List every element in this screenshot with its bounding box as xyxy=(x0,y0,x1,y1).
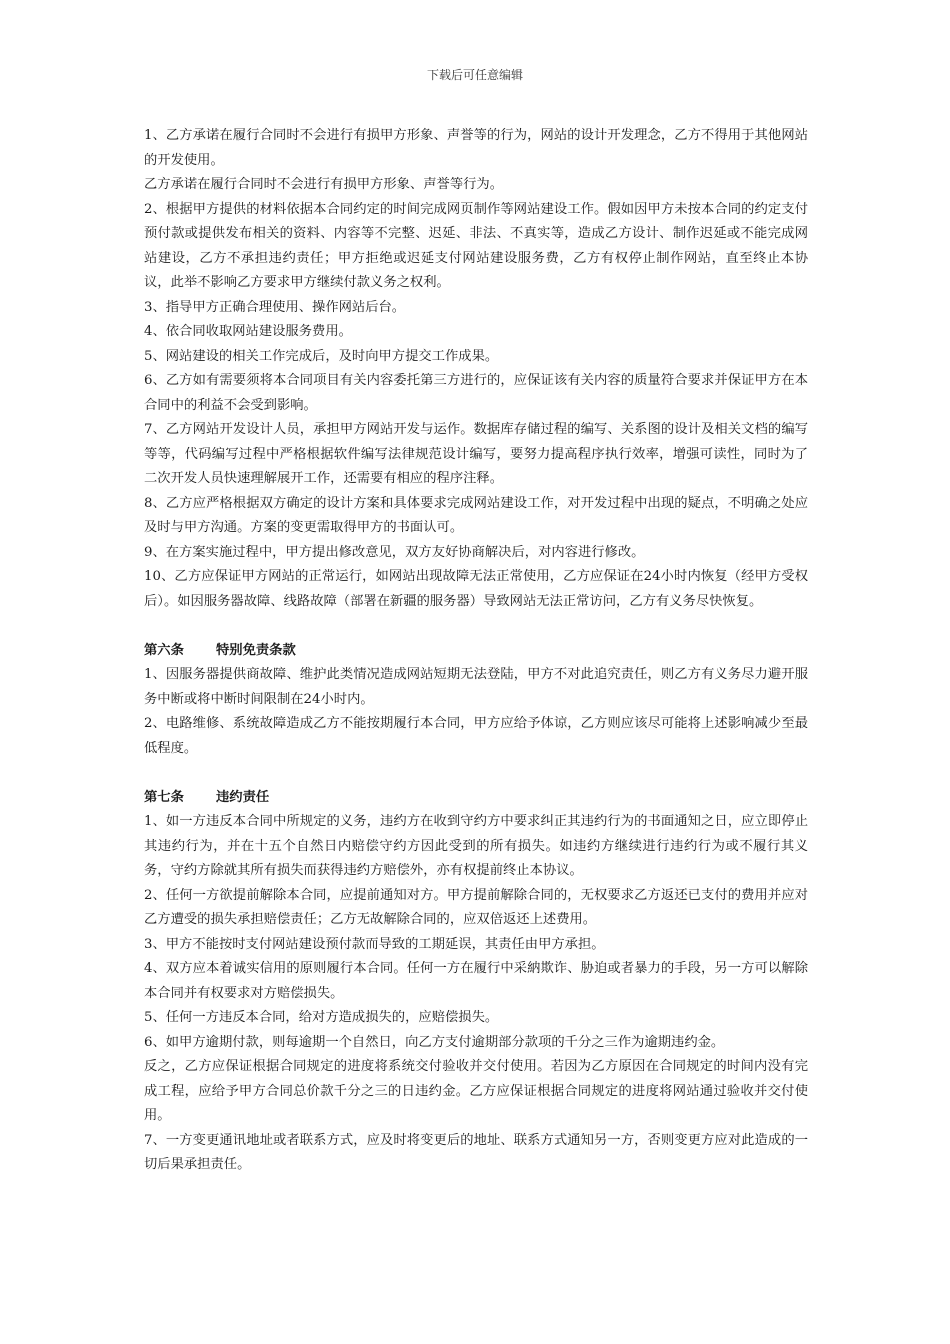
clause-paragraph: 5、任何一方违反本合同，给对方造成损失的，应赔偿损失。 xyxy=(144,1010,499,1025)
clause-paragraph: 8、乙方应严格根据双方确定的设计方案和具体要求完成网站建设工作，对开发过程中出现的疑点，不明确之处应及时与甲方沟通。方案的变更需取得甲方的书面认可。 xyxy=(144,495,808,535)
clause-paragraph: 9、在方案实施过程中，甲方提出修改意见，双方友好协商解决后，对内容进行修改。 xyxy=(144,544,645,560)
clause-paragraph: 1、乙方承诺在履行合同时不会进行有损甲方形象、声誉等的行为，网站的设计开发理念，乙方不得用于其他网站的开发使用。 xyxy=(144,128,808,168)
clause-paragraph: 4、双方应本着诚实信用的原则履行本合同。任何一方在履行中采納欺诈、胁迫或者暴力的手段，另一方可以解除本合同并有权要求对方赔偿损失。 xyxy=(144,961,808,1001)
section-heading xyxy=(144,639,808,664)
clause-paragraph: 乙方承诺在履行合同时不会进行有损甲方形象、声誉等行为。 xyxy=(144,177,504,192)
section-7 xyxy=(144,786,808,1178)
clause-paragraph: 3、甲方不能按时支付网站建设预付款而导致的工期延误，其责任由甲方承担。 xyxy=(144,936,605,952)
clause-paragraph: 反之，乙方应保证根据合同规定的进度将系统交付验收并交付使用。若因为乙方原因在合同规定的时间内没有完成工程，应给予甲方合同总价款千分之三的日违约金。乙方应保证根据合同规定的进度将网站通过验收并交付使用。 xyxy=(144,1059,808,1123)
section-number: 第七条 xyxy=(144,789,184,805)
section-title: 特别免责条款 xyxy=(216,642,296,658)
intro-clauses xyxy=(144,124,808,614)
clause-paragraph: 2、任何一方欲提前解除本合同，应提前通知对方。甲方提前解除合同的，无权要求乙方返还已支付的费用并应对乙方遭受的损失承担赔偿责任；乙方无故解除合同的，应双倍返还上述费用。 xyxy=(144,887,808,927)
clause-paragraph: 10、乙方应保证甲方网站的正常运行，如网站出现故障无法正常使用，乙方应保证在24小时内恢复（经甲方受权后）。如因服务器故障、线路故障（部署在新疆的服务器）导致网站无法正常访问，乙方有义务尽快恢复。 xyxy=(144,569,808,609)
clause-paragraph: 7、一方变更通讯地址或者联系方式，应及时将变更后的地址、联系方式通知另一方，否则变更方应对此造成的一切后果承担责任。 xyxy=(144,1132,808,1172)
clause-paragraph: 4、依合同收取网站建设服务费用。 xyxy=(144,324,352,339)
clause-paragraph: 2、电路维修、系统故障造成乙方不能按期履行本合同，甲方应给予体谅，乙方则应该尽可能将上述影响减少至最低程度。 xyxy=(144,716,808,756)
clause-paragraph: 2、根据甲方提供的材料依据本合同约定的时间完成网页制作等网站建设工作。假如因甲方未按本合同的约定支付预付款或提供发布相关的资料、内容等不完整、迟延、非法、不真实等，造成乙方设计、制作迟延或不能完成网站建设，乙方不承担违约责任；甲方拒绝或迟延支付网站建设服务费，乙方有权停止制作网站，直至终止本协议，此举不影响乙方要求甲方继续付款义务之权利。 xyxy=(144,201,808,290)
section-title: 违约责任 xyxy=(216,789,270,805)
section-6 xyxy=(144,639,808,762)
document-body xyxy=(144,124,808,1178)
clause-paragraph: 5、网站建设的相关工作完成后，及时向甲方提交工作成果。 xyxy=(144,348,499,364)
page-header: 下载后可任意编辑 xyxy=(426,68,523,82)
clause-paragraph: 6、如甲方逾期付款，则每逾期一个自然日，向乙方支付逾期部分款项的千分之三作为逾期违约金。 xyxy=(144,1034,725,1050)
clause-paragraph: 7、乙方网站开发设计人员，承担甲方网站开发与运作。数据库存储过程的编写、关系图的设计及相关文档的编写等等，代码编写过程中严格根据软件编写法律规范设计编写，要努力提高程序执行效率，增强可读性，同时为了二次开发人员快速理解展开工作，还需要有相应的程序注释。 xyxy=(144,422,808,486)
clause-paragraph: 1、因服务器提供商故障、维护此类情况造成网站短期无法登陆，甲方不对此追究责任，则乙方有义务尽力避开服务中断或将中断时间限制在24小时内。 xyxy=(144,667,808,707)
clause-paragraph: 1、如一方违反本合同中所规定的义务，违约方在收到守约方中要求纠正其违约行为的书面通知之日，应立即停止其违约行为，并在十五个自然日内赔偿守约方因此受到的所有损失。如违约方继续进行违约行为或不履行其义务，守约方除就其所有损失而获得违约方赔偿外，亦有权提前终止本协议。 xyxy=(144,814,808,878)
clause-paragraph: 6、乙方如有需要须将本合同项目有关内容委托第三方进行的，应保证该有关内容的质量符合要求并保证甲方在本合同中的利益不会受到影响。 xyxy=(144,373,808,413)
section-heading xyxy=(144,786,808,811)
clause-paragraph: 3、指导甲方正确合理使用、操作网站后台。 xyxy=(144,299,406,315)
section-number: 第六条 xyxy=(144,642,184,658)
